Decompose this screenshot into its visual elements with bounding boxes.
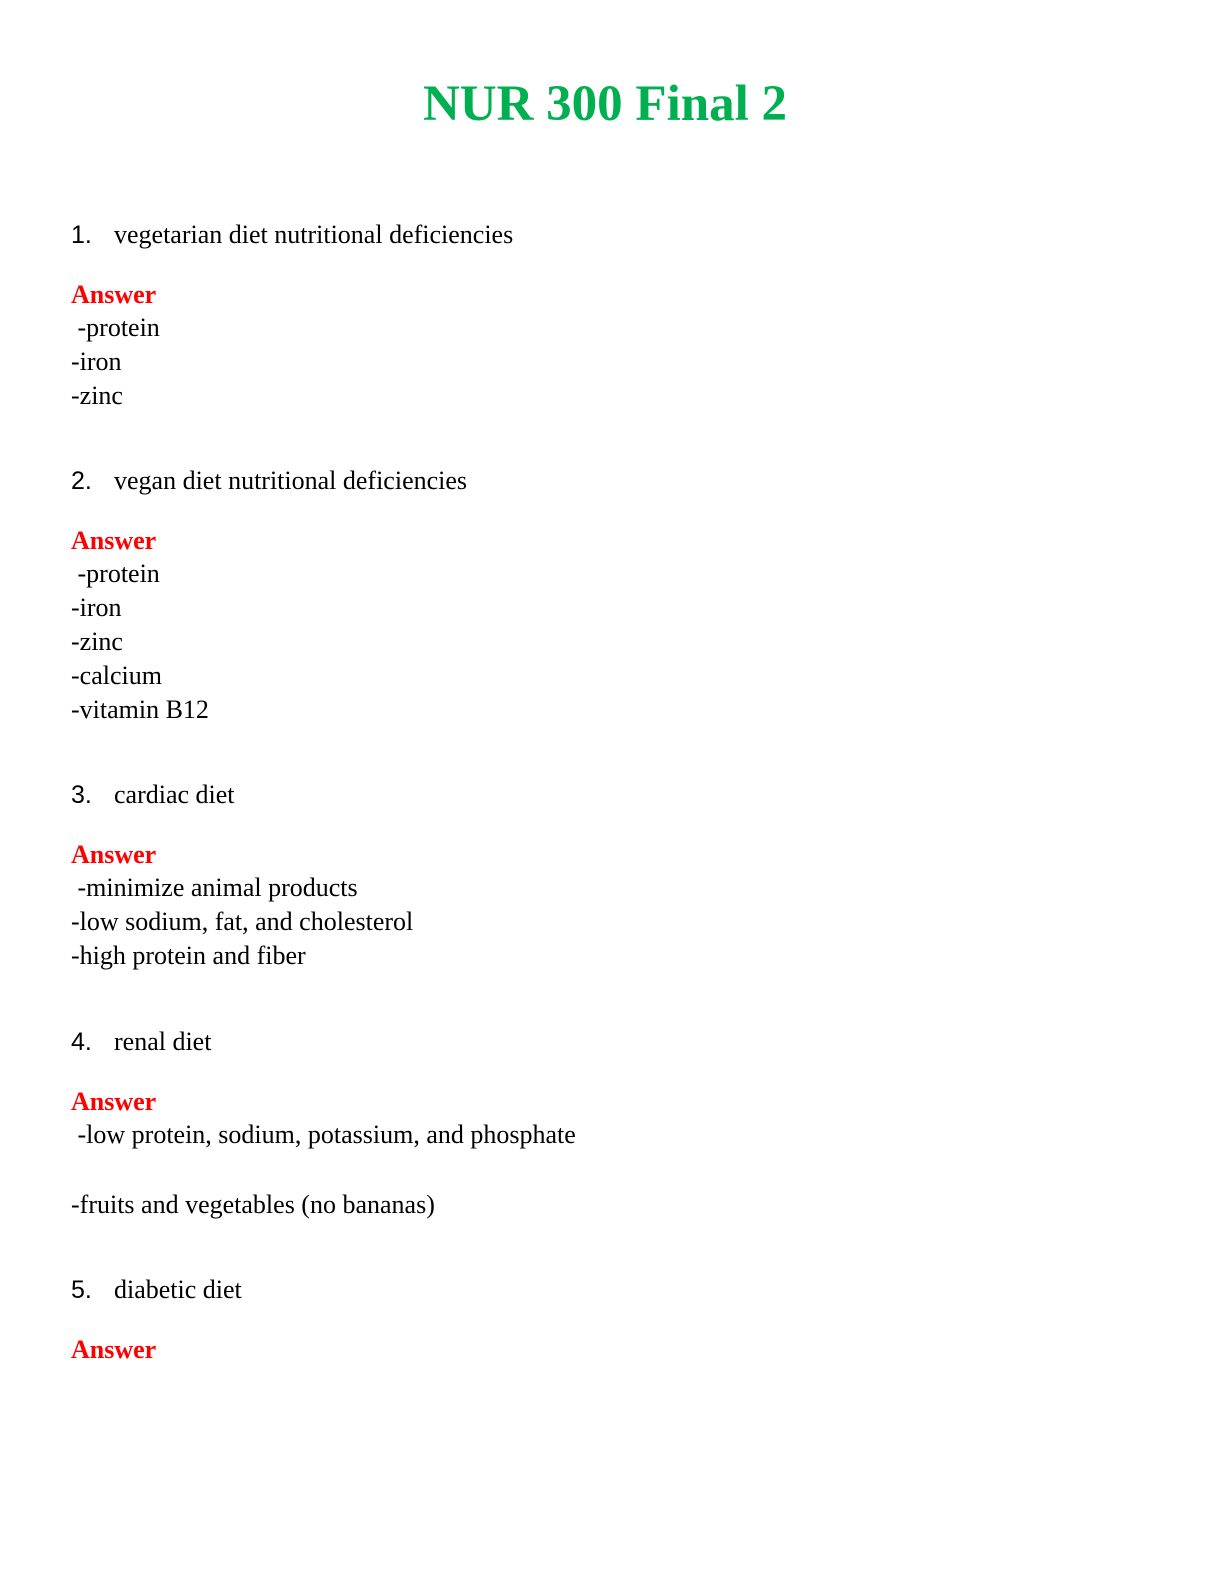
question-text: vegetarian diet nutritional deficiencies xyxy=(114,220,514,249)
question-number: 5. xyxy=(71,1276,92,1304)
page-title: NUR 300 Final 2 xyxy=(422,76,788,132)
question-block-3 xyxy=(71,777,1151,973)
question-block-5 xyxy=(71,1272,1151,1366)
question-number: 4. xyxy=(71,1028,92,1056)
question-2 xyxy=(71,463,1151,499)
question-text: cardiac diet xyxy=(114,780,235,809)
question-block-2 xyxy=(71,463,1151,727)
question-number: 3. xyxy=(71,781,92,809)
answer-label: Answer xyxy=(71,840,157,869)
question-4 xyxy=(71,1024,1151,1060)
answer-line: -protein xyxy=(71,313,160,342)
question-block-4 xyxy=(71,1024,1151,1222)
answer-line: -zinc xyxy=(71,381,123,410)
question-number: 1. xyxy=(71,221,92,249)
answer-line: -iron xyxy=(71,347,122,376)
question-5 xyxy=(71,1272,1151,1308)
question-3 xyxy=(71,777,1151,813)
answer-line: -zinc xyxy=(71,627,123,656)
answer-label: Answer xyxy=(71,1087,157,1116)
answer-line: -iron xyxy=(71,593,122,622)
answer-line: -protein xyxy=(71,559,160,588)
answer-line: -calcium xyxy=(71,661,162,690)
answer-line: -low sodium, fat, and cholesterol xyxy=(71,907,414,936)
answer-line: -low protein, sodium, potassium, and phosphate xyxy=(71,1120,576,1149)
answer-line: -vitamin B12 xyxy=(71,695,209,724)
question-text: diabetic diet xyxy=(114,1275,242,1304)
question-text: renal diet xyxy=(114,1027,212,1056)
answer-line: -minimize animal products xyxy=(71,873,358,902)
question-block-1 xyxy=(71,217,1151,413)
question-text: vegan diet nutritional deficiencies xyxy=(114,466,468,495)
question-1 xyxy=(71,217,1151,253)
answer-label: Answer xyxy=(71,1335,157,1364)
answer-line: -fruits and vegetables (no bananas) xyxy=(71,1190,435,1219)
question-number: 2. xyxy=(71,467,92,495)
answer-label: Answer xyxy=(71,526,157,555)
answer-line: -high protein and fiber xyxy=(71,941,306,970)
answer-label: Answer xyxy=(71,280,157,309)
